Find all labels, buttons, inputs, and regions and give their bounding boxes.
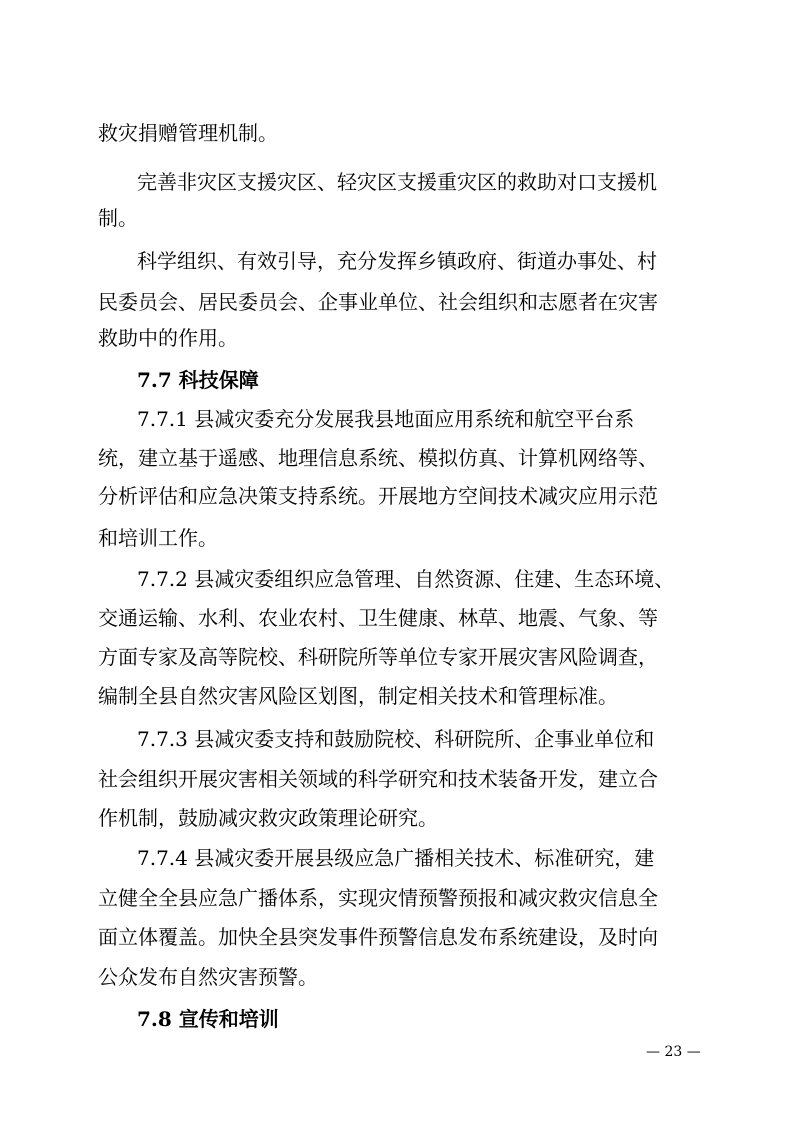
text-line: 民委员会、居民委员会、企事业单位、社会组织和志愿者在灾害: [98, 290, 658, 314]
section-heading: 7.7 科技保障: [137, 368, 259, 392]
text-line: 社会组织开展灾害相关领域的科学研究和技术装备开发，建立合: [98, 767, 658, 791]
text-line: 制。: [98, 206, 138, 230]
text-line: 7.7.2 县减灾委组织应急管理、自然资源、住建、生态环境、: [137, 567, 675, 591]
text-line: 救灾捐赠管理机制。: [98, 121, 278, 145]
text-line: 救助中的作用。: [98, 326, 238, 350]
text-line: 编制全县自然灾害风险区划图，制定相关技术和管理标准。: [98, 684, 618, 708]
section-heading: 7.8 宣传和培训: [137, 1007, 279, 1031]
text-line: 面立体覆盖。加快全县突发事件预警信息发布系统建设，及时向: [98, 925, 658, 949]
text-line: 科学组织、有效引导，充分发挥乡镇政府、街道办事处、村: [137, 249, 657, 273]
text-line: 和培训工作。: [98, 526, 218, 550]
text-line: 方面专家及高等院校、科研院所等单位专家开展灾害风险调查，: [98, 645, 658, 669]
text-line: 作机制，鼓励减灾救灾政策理论研究。: [98, 806, 438, 830]
text-line: 立健全全县应急广播体系，实现灾情预警预报和减灾救灾信息全: [98, 886, 658, 910]
text-line: 交通运输、水利、农业农村、卫生健康、林草、地震、气象、等: [98, 606, 658, 630]
page-number: — 23 —: [646, 1044, 701, 1060]
text-line: 分析评估和应急决策支持系统。开展地方空间技术减灾应用示范: [98, 484, 658, 508]
text-line: 完善非灾区支援灾区、轻灾区支援重灾区的救助对口支援机: [137, 170, 657, 194]
text-line: 7.7.3 县减灾委支持和鼓励院校、科研院所、企事业单位和: [137, 727, 655, 751]
text-line: 7.7.4 县减灾委开展县级应急广播相关技术、标准研究，建: [137, 846, 655, 870]
text-line: 公众发布自然灾害预警。: [98, 965, 318, 989]
text-line: 统，建立基于遥感、地理信息系统、模拟仿真、计算机网络等、: [98, 446, 658, 470]
text-line: 7.7.1 县减灾委充分发展我县地面应用系统和航空平台系: [137, 407, 635, 431]
